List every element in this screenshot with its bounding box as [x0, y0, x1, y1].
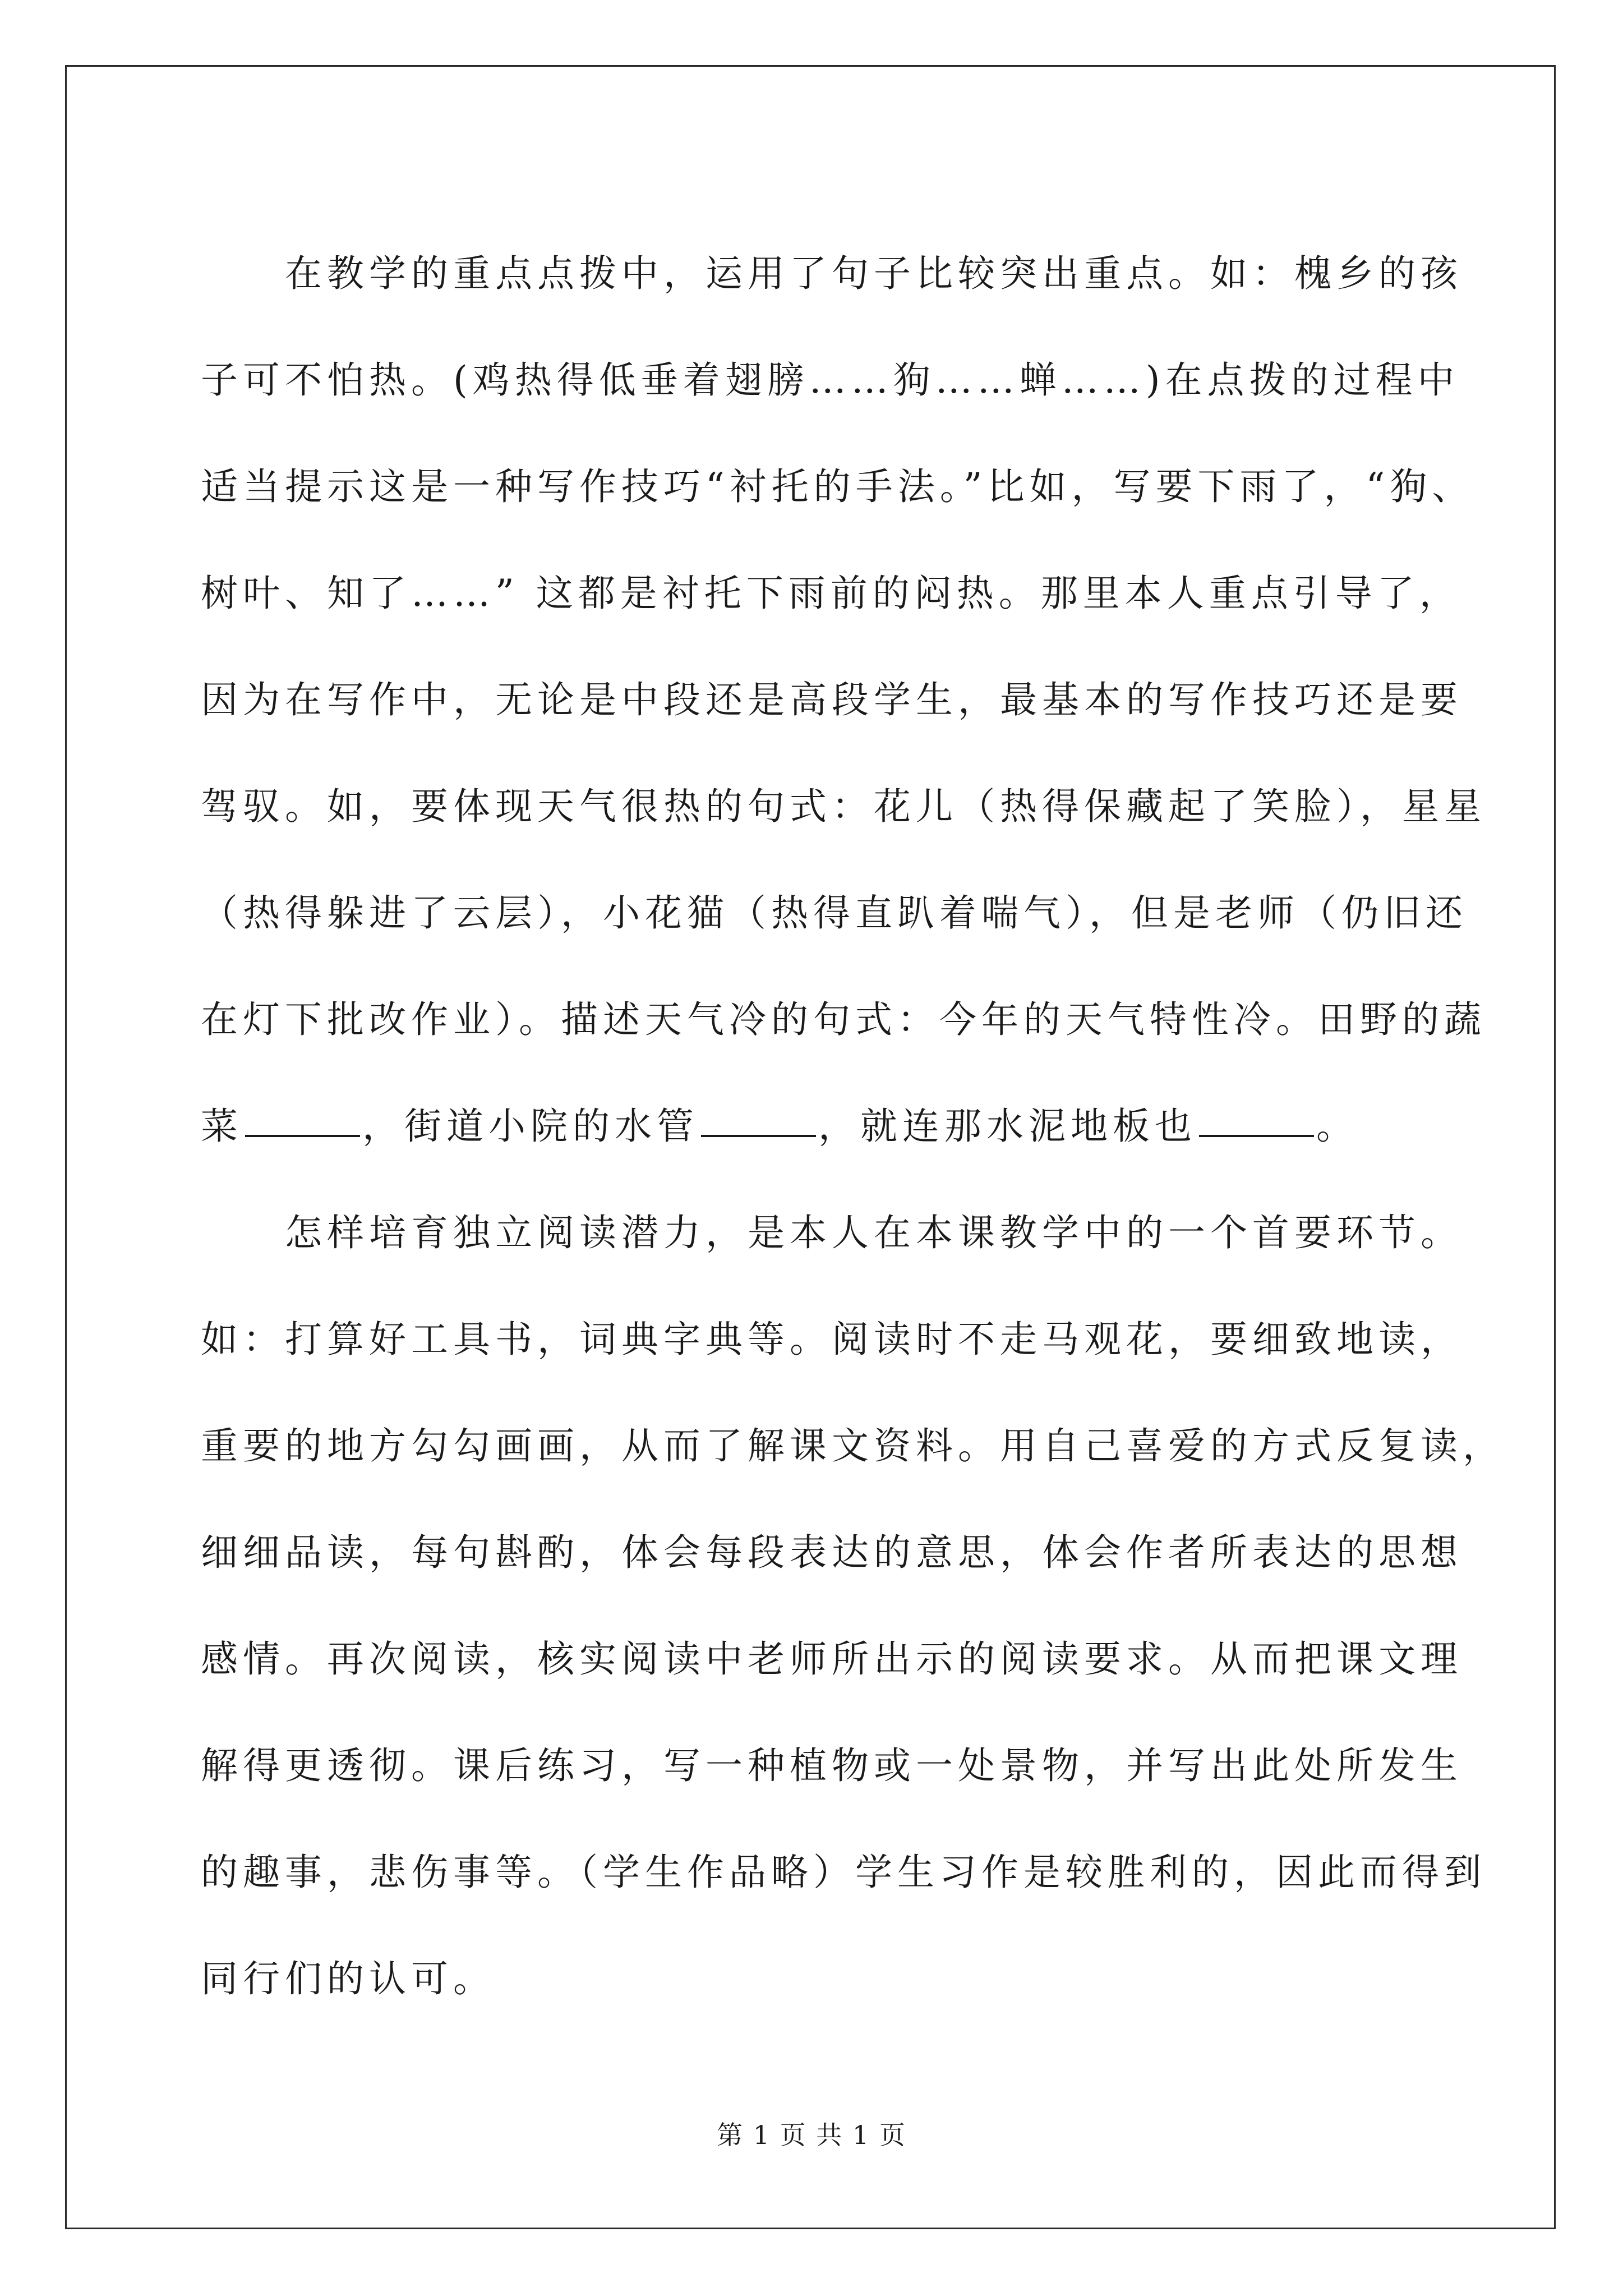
paragraph-1-line-5: 因为在写作中，无论是中段还是高段学生，最基本的写作技巧还是要 [201, 678, 1463, 721]
paragraph-1-line-2: 子可不怕热。(鸡热得低垂着翅膀……狗……蝉……)在点拨的过程中 [201, 358, 1460, 402]
fill-blank-2 [701, 1108, 816, 1137]
page-number-footer: 第 1 页 共 1 页 [717, 2120, 906, 2150]
blank-text-2: ，街道小院的水管 [362, 1104, 699, 1148]
paragraph-2-line-4: 细细品读，每句斟酌，体会每段表达的意思，体会作者所表达的思想 [201, 1530, 1463, 1574]
paragraph-1-line-6: 驾驭。如，要体现天气很热的句式：花儿（热得保藏起了笑脸），星星 [201, 784, 1486, 828]
paragraph-2-line-7: 的趣事，悲伤事等。（学生作品略）学生习作是较胜利的，因此而得到 [201, 1850, 1486, 1894]
fill-blank-3 [1199, 1108, 1314, 1137]
paragraph-2-line-8: 同行们的认可。 [201, 1957, 495, 2000]
blank-text-3: ，就连那水泥地板也 [818, 1104, 1197, 1148]
paragraph-2-line-3: 重要的地方勾勾画画，从而了解课文资料。用自己喜爱的方式反复读， [201, 1424, 1505, 1467]
blank-text-4: 。 [1316, 1104, 1358, 1148]
paragraph-1-line-7: （热得躲进了云层），小花猫（热得直趴着喘气），但是老师（仍旧还 [201, 891, 1468, 935]
paragraph-1-line-9-fill-in-blanks [201, 1069, 1451, 1176]
paragraph-2-line-2: 如：打算好工具书，词典字典等。阅读时不走马观花，要细致地读， [201, 1317, 1463, 1361]
paragraph-1-line-1: 在教学的重点点拨中，运用了句子比较突出重点。如：槐乡的孩 [285, 251, 1463, 295]
paragraph-2-line-1: 怎样培育独立阅读潜力，是本人在本课教学中的一个首要环节。 [285, 1211, 1463, 1254]
paragraph-1-line-8: 在灯下批改作业）。描述天气冷的句式：今年的天气特性冷。田野的蔬 [201, 997, 1486, 1041]
paragraph-2-line-6: 解得更透彻。课后练习，写一种植物或一处景物，并写出此处所发生 [201, 1743, 1463, 1787]
paragraph-1-line-3: 适当提示这是一种写作技巧“衬托的手法。”比如，写要下雨了，“狗、 [201, 464, 1474, 508]
paragraph-2-line-5: 感情。再次阅读，核实阅读中老师所出示的阅读要求。从而把课文理 [201, 1637, 1463, 1681]
paragraph-1-line-4: 树叶、知了……” 这都是衬托下雨前的闷热。那里本人重点引导了， [201, 571, 1461, 615]
blank-text-1: 菜 [201, 1104, 243, 1148]
fill-blank-1 [245, 1108, 360, 1137]
document-body [201, 217, 1505, 2028]
